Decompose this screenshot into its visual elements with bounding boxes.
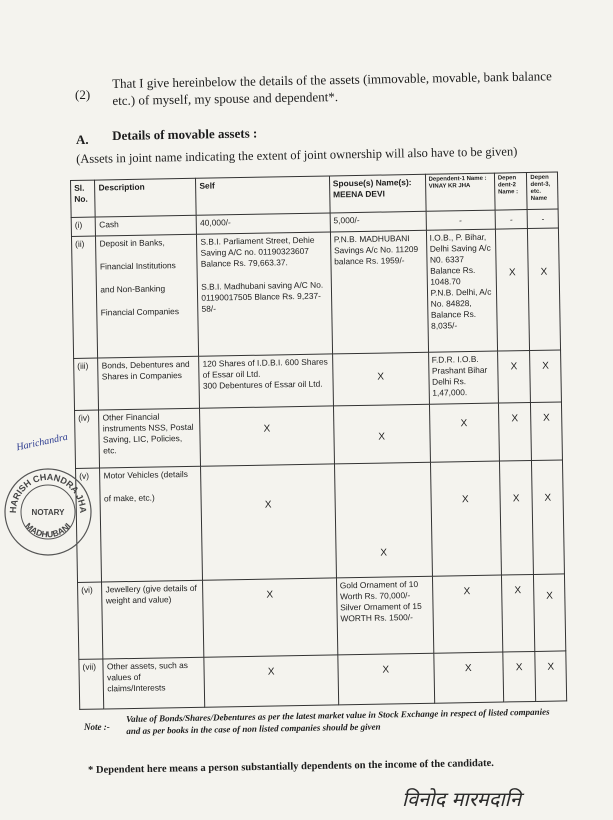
dependent2-value: - xyxy=(495,210,528,229)
row-description: Deposit in Banks, Financial Institutions and Non-Banking Financial Companies xyxy=(96,234,199,358)
header-dependent-1: Dependent-1 Name : VINAY KR JHA xyxy=(425,173,495,212)
header-sl: Sl. No. xyxy=(71,180,96,218)
header-self: Self xyxy=(196,176,330,216)
row-number: (ii) xyxy=(71,236,98,359)
table-row xyxy=(75,402,563,469)
candidate-signature xyxy=(398,782,603,816)
row-number: (vi) xyxy=(78,582,104,659)
note-text: Value of Bonds/Shares/Debentures as per the latest market value in Stock Exchange in respect of listed companies and as per books in the case of non listed companies should be given xyxy=(126,706,550,736)
dependent3-value: X xyxy=(530,350,562,402)
dependent2-value: X xyxy=(501,575,535,652)
notary-signature: Harichandra xyxy=(15,431,69,454)
dependent1-value: I.O.B., P. Bihar, Delhi Saving A/c N0. 6337 Balance Rs. 1048.70 P.N.B. Delhi, A/c No. 84828, Balance Rs. 8,035/- xyxy=(426,229,497,353)
row-number: (iv) xyxy=(75,410,100,468)
self-value: S.B.I. Parliament Street, Dehie Saving A/C no. 01190323607 Balance Rs. 79,663.37. S.B.I. Madhubani saving A/C No. 01190017505 Blance Rs. 9,237-58/- xyxy=(197,232,333,357)
header-description: Description xyxy=(95,178,196,217)
row-description: Bonds, Debentures and Shares in Companies xyxy=(98,357,200,411)
dependent1-value: - xyxy=(426,210,496,230)
row-number: (v) xyxy=(76,468,102,583)
self-value: X xyxy=(201,464,336,580)
spouse-value: X xyxy=(338,653,435,705)
row-number: (iii) xyxy=(74,358,99,410)
table-row xyxy=(78,574,566,659)
dependent2-value: X xyxy=(495,229,530,352)
row-number: (i) xyxy=(71,217,96,236)
header-dependent-2: Depen dent-2 Name : xyxy=(494,173,527,211)
self-value: X xyxy=(204,655,338,707)
dependent3-value: X xyxy=(531,402,563,461)
spouse-value: X xyxy=(332,353,429,407)
paragraph-number: (2) xyxy=(75,87,91,102)
self-value: 120 Shares of I.D.B.I. 600 Shares of Essar oil Ltd. 300 Debentures of Essar oil Ltd. xyxy=(199,354,333,408)
dependent3-value: X xyxy=(535,651,566,701)
svg-text:विनोद मारमदानि: विनोद मारमदानि xyxy=(402,787,521,811)
row-description: Cash xyxy=(96,216,197,236)
table-row xyxy=(76,460,565,583)
dependent-footnote: * Dependent here means a person substantially dependents on the income of the candidate. xyxy=(88,757,494,776)
section-subtitle: (Assets in joint name indicating the extent of joint ownership will also have to be given) xyxy=(76,144,518,166)
self-value: 40,000/- xyxy=(196,213,330,234)
note-label: Note :- xyxy=(84,722,110,732)
row-description: Other assets, such as values of claims/Interests xyxy=(103,657,205,709)
stamp-top-text: HARISH CHANDRA JHA xyxy=(7,471,89,514)
header-spouse: Spouse(s) Name(s): MEENA DEVI xyxy=(329,174,425,213)
dependent3-value: X xyxy=(534,574,566,651)
self-value: X xyxy=(200,406,334,466)
section-letter: A. xyxy=(76,132,89,147)
dependent3-value: X xyxy=(532,460,565,575)
dependent1-value: X xyxy=(429,403,499,462)
dependent2-value: X xyxy=(497,351,530,403)
row-number: (vii) xyxy=(79,659,104,709)
row-description: Motor Vehicles (details of make, etc.) xyxy=(100,467,203,583)
movable-assets-table xyxy=(70,171,567,709)
spouse-value: Gold Ornament of 10 Worth Rs. 70,000/- Silver Ornament of 15 WORTH Rs. 1500/- xyxy=(336,577,433,655)
spouse-value: X xyxy=(334,463,432,579)
dependent3-value: X xyxy=(528,228,561,351)
table-row xyxy=(74,350,562,410)
header-dependent-3: Depen dent-3, etc. Name xyxy=(527,172,558,210)
dependent2-value: X xyxy=(503,652,536,702)
row-description: Jewellery (give details of weight and value) xyxy=(102,581,204,659)
intro-paragraph: That I give hereinbelow the details of the assets (immovable, movable, bank balance etc.) of myself, my spouse and dependent*. xyxy=(112,68,552,108)
dependent2-value: X xyxy=(499,461,534,576)
row-description: Other Financial instruments NSS, Postal Saving, LIC, Policies, etc. xyxy=(99,409,201,469)
dependent1-value: X xyxy=(430,461,501,576)
stamp-center-text: NOTARY xyxy=(31,508,65,517)
spouse-value: 5,000/- xyxy=(330,212,426,232)
dependent2-value: X xyxy=(498,403,532,462)
dependent1-value: F.D.R. I.O.B. Prashant Bihar Delhi Rs. 1,47,000. xyxy=(428,351,498,404)
dependent1-value: X xyxy=(432,575,503,653)
section-title: Details of movable assets : xyxy=(112,125,258,143)
table-row xyxy=(71,228,560,359)
self-value: X xyxy=(203,578,338,657)
spouse-value: X xyxy=(333,405,430,465)
spouse-value: P.N.B. MADHUBANI Savings A/c No. 11209 balance Rs. 1959/- xyxy=(330,230,428,354)
table-row xyxy=(79,651,567,709)
stamp-bottom-text: MADHUBANI xyxy=(23,520,73,540)
notary-stamp xyxy=(2,466,94,558)
dependent1-value: X xyxy=(433,652,503,703)
dependent3-value: - xyxy=(527,209,558,228)
